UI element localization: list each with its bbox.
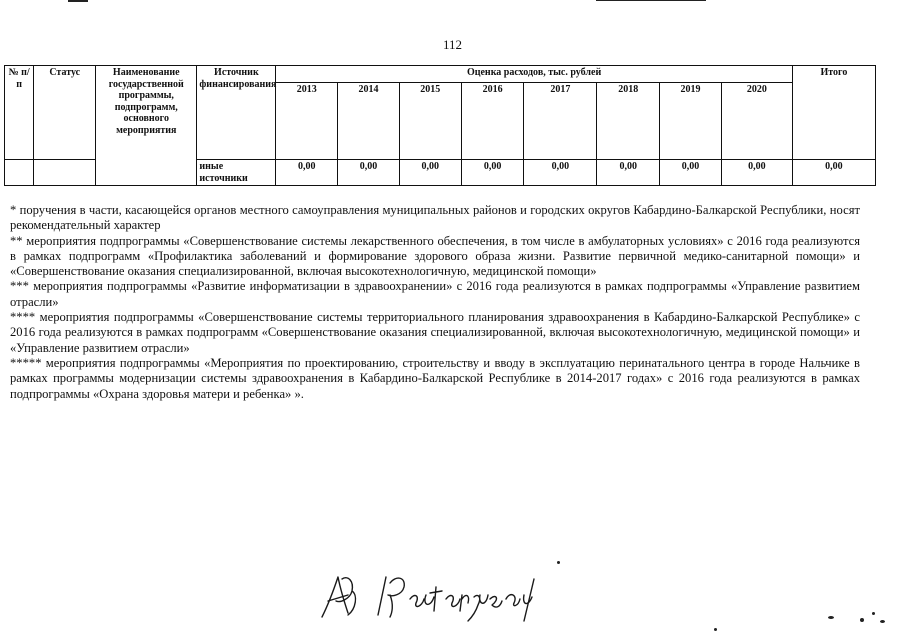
cell-value: 0,00 — [524, 160, 597, 186]
header-source: Источник финансирования — [197, 66, 276, 160]
cell-value: 0,00 — [338, 160, 400, 186]
header-estimate: Оценка расходов, тыс. рублей — [276, 66, 792, 83]
header-program-name: Наименование государственной программы, подпрограмм, основного мероприятия — [96, 66, 197, 186]
budget-table — [4, 65, 876, 186]
scan-edge-mark — [68, 0, 88, 2]
header-status: Статус — [34, 66, 96, 160]
scan-speck — [860, 618, 864, 622]
cell-value: 0,00 — [597, 160, 660, 186]
cell-status — [34, 160, 96, 186]
scan-edge-mark — [596, 0, 706, 1]
cell-value: 0,00 — [276, 160, 338, 186]
scan-speck — [714, 628, 717, 631]
footnotes — [10, 203, 860, 402]
footnote: **** мероприятия подпрограммы «Совершенствование системы территориального планирования здравоохранения в Кабардино-Балкарской Республике» с 2016 года реализуются в рамках подпрограмм «Совершенствование оказания специализированной, включая высокотехнологичную, медицинской помощи» и «Управление развитием отрасли» — [10, 310, 860, 355]
header-total: Итого — [792, 66, 875, 160]
footnote: ***** мероприятия подпрограммы «Мероприятия по проектированию, строительству и вводу в эксплуатацию перинатального центра в городе Нальчике в рамках программы модернизации системы здравоохранения в Кабардино-Балкарской Республике в 2014-2017 годах» с 2016 года реализуются в рамках подпрограммы «Охрана здоровья матери и ребенка» ». — [10, 355, 860, 401]
year-header: 2019 — [660, 83, 722, 160]
footnote: * поручения в части, касающейся органов местного самоуправления муниципальных районов и городских округов Кабардино-Балкарской Республики, носят рекомендательный характер — [10, 203, 860, 233]
year-header: 2020 — [721, 83, 792, 160]
year-header: 2016 — [461, 83, 524, 160]
cell-value: 0,00 — [721, 160, 792, 186]
cell-total: 0,00 — [792, 160, 875, 186]
cell-value: 0,00 — [660, 160, 722, 186]
cell-num — [5, 160, 34, 186]
year-header: 2013 — [276, 83, 338, 160]
year-header: 2014 — [338, 83, 400, 160]
scan-speck — [872, 612, 875, 615]
handwritten-signature — [318, 565, 558, 625]
footnote: ** мероприятия подпрограммы «Совершенствование системы лекарственного обеспечения, в том числе в амбулаторных условиях» с 2016 года реализуются в рамках подпрограмм «Профилактика заболеваний и формирование здорового образа жизни. Развитие первичной медико-санитарной помощи» и «Совершенствование оказания специализированной, включая высокотехнологичную, медицинской помощи» — [10, 233, 860, 279]
scan-speck — [828, 616, 834, 619]
table-header-row — [5, 66, 876, 83]
cell-source: иные источники — [197, 160, 276, 186]
footnote: *** мероприятия подпрограммы «Развитие информатизации в здравоохранении» с 2016 года реализуются в рамках подпрограммы «Управление развитием отрасли» — [10, 279, 860, 309]
year-header: 2017 — [524, 83, 597, 160]
scan-speck — [880, 620, 885, 623]
scan-speck — [557, 561, 560, 564]
cell-value: 0,00 — [461, 160, 524, 186]
header-num: № п/п — [5, 66, 34, 160]
year-header: 2015 — [399, 83, 461, 160]
page-number: 112 — [442, 37, 463, 52]
year-header: 2018 — [597, 83, 660, 160]
cell-value: 0,00 — [399, 160, 461, 186]
